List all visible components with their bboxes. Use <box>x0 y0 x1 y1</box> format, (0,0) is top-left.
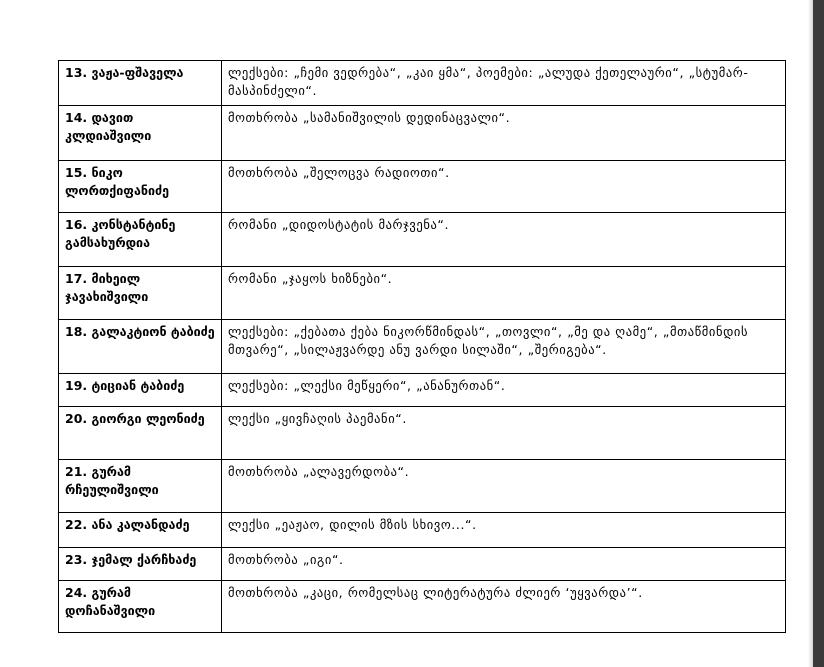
works-cell: ლექსები: „ჩემი ვედრება“, „კაი ყმა“, პოემები: „ალუდა ქეთელაური“, „სტუმარ-მასპინძელი“. <box>222 61 786 106</box>
works-cell: რომანი „დიდოსტატის მარჯვენა“. <box>222 213 786 267</box>
table-row <box>59 61 786 106</box>
viewer-border <box>813 0 824 667</box>
works-cell: მოთხრობა „სამანიშვილის დედინაცვალი“. <box>222 106 786 161</box>
author-cell: 19. ტიციან ტაბიძე <box>59 374 222 407</box>
works-cell: რომანი „ჯაყოს ხიზნები“. <box>222 267 786 320</box>
works-cell: ლექსი „ეაჟაო, დილის მზის სხივო...“. <box>222 513 786 548</box>
table-row <box>59 106 786 161</box>
table-row <box>59 213 786 267</box>
works-cell: ლექსები: „ლექსი მეწყერი“, „ანანურთან“. <box>222 374 786 407</box>
author-cell: 16. კონსტანტინე გამსახურდია <box>59 213 222 267</box>
author-cell: 15. ნიკო ლორთქიფანიძე <box>59 161 222 213</box>
author-cell: 13. ვაჟა-ფშაველა <box>59 61 222 106</box>
table-row <box>59 407 786 460</box>
author-cell: 23. ჯემალ ქარჩხაძე <box>59 548 222 581</box>
author-cell: 21. გურამ რჩეულიშვილი <box>59 460 222 513</box>
works-cell: მოთხრობა „ალავერდობა“. <box>222 460 786 513</box>
works-cell: ლექსები: „ქებათა ქება ნიკორწმინდას“, „თოვლი“, „მე და ღამე“, „მთაწმინდის მთვარე“, „სილაჟვარდე ანუ ვარდი სილაში“, „შერიგება“. <box>222 320 786 374</box>
table-row <box>59 460 786 513</box>
table-row <box>59 513 786 548</box>
works-table <box>58 60 786 633</box>
works-cell: მოთხრობა „კაცი, რომელსაც ლიტერატურა ძლიერ ‘უყვარდა’“. <box>222 581 786 633</box>
author-cell: 22. ანა კალანდაძე <box>59 513 222 548</box>
table-row <box>59 267 786 320</box>
author-cell: 18. გალაკტიონ ტაბიძე <box>59 320 222 374</box>
table-row <box>59 320 786 374</box>
table-row <box>59 374 786 407</box>
table-row <box>59 548 786 581</box>
works-cell: ლექსი „ყივჩაღის პაემანი“. <box>222 407 786 460</box>
author-cell: 20. გიორგი ლეონიძე <box>59 407 222 460</box>
table-row <box>59 161 786 213</box>
author-cell: 24. გურამ დოჩანაშვილი <box>59 581 222 633</box>
works-cell: მოთხრობა „შელოცვა რადიოთი“. <box>222 161 786 213</box>
table-row <box>59 581 786 633</box>
author-cell: 17. მიხეილ ჯავახიშვილი <box>59 267 222 320</box>
author-cell: 14. დავით კლდიაშვილი <box>59 106 222 161</box>
works-cell: მოთხრობა „იგი“. <box>222 548 786 581</box>
